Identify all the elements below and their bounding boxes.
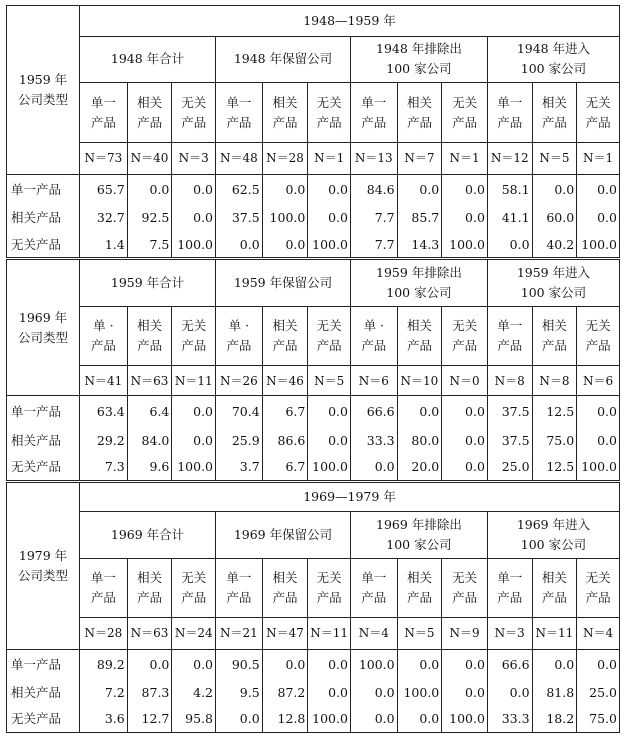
percent-value: 6.7 [262, 454, 308, 482]
percent-value: 0.0 [127, 174, 172, 205]
percent-value: 0.0 [172, 396, 216, 428]
category-header: 相关 产品 [127, 83, 172, 143]
table-row [7, 83, 620, 143]
percent-value: 100.0 [308, 454, 351, 482]
category-header: 相关 产品 [532, 558, 577, 617]
percent-value: 7.3 [80, 454, 128, 482]
percent-value: 37.5 [487, 396, 532, 428]
period-header: 1969—1979 年 [80, 481, 620, 512]
percent-value: 0.0 [487, 231, 532, 259]
percent-value: 0.0 [172, 205, 216, 231]
percent-value: 100.0 [397, 680, 442, 706]
percent-value: 14.3 [397, 231, 442, 259]
percent-value: 0.0 [442, 205, 488, 231]
table-row [7, 617, 620, 649]
percent-value: 12.5 [532, 454, 577, 482]
percent-value: 41.1 [487, 205, 532, 231]
percent-value: 0.0 [172, 649, 216, 680]
group-header: 1969 年合计 [80, 512, 216, 558]
sample-count: N＝10 [397, 365, 442, 396]
percent-value: 100.0 [577, 454, 620, 482]
percent-value: 9.5 [216, 680, 263, 706]
category-header: 单 · 产品 [80, 306, 128, 365]
table-row [7, 306, 620, 365]
percent-value: 87.2 [262, 680, 308, 706]
percent-value: 6.4 [127, 396, 172, 428]
sample-count: N＝46 [262, 365, 308, 396]
percent-value: 89.2 [80, 649, 128, 680]
percent-value: 0.0 [442, 428, 488, 454]
table-row [7, 649, 620, 680]
row-label: 单一产品 [7, 649, 80, 680]
category-header: 无关 产品 [172, 306, 216, 365]
sample-count: N＝13 [350, 143, 397, 175]
sample-count: N＝11 [532, 617, 577, 649]
percent-value: 86.6 [262, 428, 308, 454]
percent-value: 0.0 [262, 174, 308, 205]
table-row [7, 706, 620, 733]
category-header: 无关 产品 [442, 558, 488, 617]
sample-count: N＝3 [487, 617, 532, 649]
table-row [7, 205, 620, 231]
category-header: 单一 产品 [487, 306, 532, 365]
percent-value: 37.5 [487, 428, 532, 454]
percent-value: 100.0 [172, 231, 216, 259]
percent-value: 81.8 [532, 680, 577, 706]
group-header: 1969 年进入 100 家公司 [487, 512, 619, 558]
sample-count: N＝8 [487, 365, 532, 396]
company-type-label: 1969 年 公司类型 [7, 259, 80, 396]
group-header: 1948 年合计 [80, 36, 216, 82]
category-header: 单一 产品 [350, 558, 397, 617]
percent-value: 29.2 [80, 428, 128, 454]
percent-value: 100.0 [442, 706, 488, 733]
percent-value: 0.0 [172, 428, 216, 454]
sample-count: N＝5 [308, 365, 351, 396]
percent-value: 100.0 [308, 231, 351, 259]
category-header: 相关 产品 [532, 83, 577, 143]
percent-value: 7.7 [350, 205, 397, 231]
percent-value: 100.0 [308, 706, 351, 733]
sample-count: N＝40 [127, 143, 172, 175]
percent-value: 87.3 [127, 680, 172, 706]
category-header: 无关 产品 [308, 306, 351, 365]
category-header: 相关 产品 [262, 306, 308, 365]
category-header: 相关 产品 [532, 306, 577, 365]
sample-count: N＝26 [216, 365, 263, 396]
percent-value: 0.0 [577, 396, 620, 428]
percent-value: 0.0 [442, 396, 488, 428]
percent-value: 0.0 [577, 174, 620, 205]
percent-value: 12.5 [532, 396, 577, 428]
row-label: 无关产品 [7, 706, 80, 733]
percent-value: 0.0 [350, 454, 397, 482]
percent-value: 25.0 [487, 454, 532, 482]
sample-count: N＝11 [172, 365, 216, 396]
percent-value: 100.0 [442, 231, 488, 259]
percent-value: 0.0 [308, 174, 351, 205]
row-label: 单一产品 [7, 174, 80, 205]
table-row [7, 512, 620, 558]
percent-value: 62.5 [216, 174, 263, 205]
period-header: 1948—1959 年 [80, 6, 620, 37]
category-header: 单 · 产品 [350, 306, 397, 365]
sample-count: N＝1 [577, 143, 620, 175]
row-label: 相关产品 [7, 680, 80, 706]
category-header: 单一 产品 [216, 83, 263, 143]
category-header: 无关 产品 [577, 83, 620, 143]
group-header: 1948 年进入 100 家公司 [487, 36, 619, 82]
percent-value: 0.0 [577, 428, 620, 454]
row-label: 无关产品 [7, 454, 80, 482]
category-header: 单一 产品 [216, 558, 263, 617]
sample-count: N＝73 [80, 143, 128, 175]
row-label: 相关产品 [7, 428, 80, 454]
percent-value: 66.6 [350, 396, 397, 428]
category-header: 相关 产品 [397, 306, 442, 365]
sample-count: N＝5 [397, 617, 442, 649]
sample-count: N＝6 [577, 365, 620, 396]
table-row [7, 143, 620, 175]
diversification-table [6, 5, 620, 733]
percent-value: 20.0 [397, 454, 442, 482]
percent-value: 0.0 [397, 649, 442, 680]
sample-count: N＝21 [216, 617, 263, 649]
group-header: 1959 年排除出 100 家公司 [350, 259, 487, 307]
percent-value: 66.6 [487, 649, 532, 680]
percent-value: 7.5 [127, 231, 172, 259]
percent-value: 0.0 [308, 205, 351, 231]
percent-value: 70.4 [216, 396, 263, 428]
sample-count: N＝3 [172, 143, 216, 175]
sample-count: N＝12 [487, 143, 532, 175]
percent-value: 80.0 [397, 428, 442, 454]
percent-value: 63.4 [80, 396, 128, 428]
percent-value: 75.0 [577, 706, 620, 733]
percent-value: 0.0 [216, 231, 263, 259]
category-header: 单一 产品 [487, 558, 532, 617]
percent-value: 0.0 [532, 649, 577, 680]
percent-value: 32.7 [80, 205, 128, 231]
sample-count: N＝28 [80, 617, 128, 649]
sample-count: N＝24 [172, 617, 216, 649]
percent-value: 90.5 [216, 649, 263, 680]
percent-value: 6.7 [262, 396, 308, 428]
percent-value: 0.0 [216, 706, 263, 733]
category-header: 无关 产品 [442, 306, 488, 365]
company-type-label: 1979 年 公司类型 [7, 481, 80, 649]
category-header: 无关 产品 [577, 306, 620, 365]
percent-value: 9.6 [127, 454, 172, 482]
category-header: 单一 产品 [80, 83, 128, 143]
percent-value: 84.0 [127, 428, 172, 454]
category-header: 单一 产品 [350, 83, 397, 143]
sample-count: N＝8 [532, 365, 577, 396]
table-row [7, 428, 620, 454]
percent-value: 4.2 [172, 680, 216, 706]
category-header: 无关 产品 [172, 558, 216, 617]
category-header: 单 · 产品 [216, 306, 263, 365]
table-row [7, 259, 620, 307]
percent-value: 0.0 [172, 174, 216, 205]
percent-value: 0.0 [532, 174, 577, 205]
sample-count: N＝41 [80, 365, 128, 396]
category-header: 相关 产品 [397, 558, 442, 617]
percent-value: 0.0 [308, 680, 351, 706]
sample-count: N＝11 [308, 617, 351, 649]
category-header: 单一 产品 [487, 83, 532, 143]
percent-value: 0.0 [577, 205, 620, 231]
percent-value: 85.7 [397, 205, 442, 231]
sample-count: N＝47 [262, 617, 308, 649]
percent-value: 0.0 [397, 396, 442, 428]
category-header: 单一 产品 [80, 558, 128, 617]
sample-count: N＝6 [350, 365, 397, 396]
table-row [7, 231, 620, 259]
percent-value: 3.6 [80, 706, 128, 733]
percent-value: 100.0 [350, 649, 397, 680]
row-label: 单一产品 [7, 396, 80, 428]
category-header: 相关 产品 [127, 306, 172, 365]
sample-count: N＝48 [216, 143, 263, 175]
sample-count: N＝1 [442, 143, 488, 175]
row-label: 无关产品 [7, 231, 80, 259]
percent-value: 95.8 [172, 706, 216, 733]
percent-value: 0.0 [350, 680, 397, 706]
table-row [7, 365, 620, 396]
group-header: 1969 年保留公司 [216, 512, 351, 558]
company-type-label: 1959 年 公司类型 [7, 6, 80, 175]
percent-value: 0.0 [442, 174, 488, 205]
table-row [7, 396, 620, 428]
percent-value: 75.0 [532, 428, 577, 454]
percent-value: 25.0 [577, 680, 620, 706]
percent-value: 0.0 [350, 706, 397, 733]
percent-value: 0.0 [262, 231, 308, 259]
percent-value: 33.3 [350, 428, 397, 454]
sample-count: N＝63 [127, 617, 172, 649]
percent-value: 0.0 [442, 454, 488, 482]
category-header: 无关 产品 [577, 558, 620, 617]
percent-value: 0.0 [397, 174, 442, 205]
category-header: 相关 产品 [262, 558, 308, 617]
percent-value: 84.6 [350, 174, 397, 205]
percent-value: 33.3 [487, 706, 532, 733]
percent-value: 0.0 [442, 649, 488, 680]
percent-value: 65.7 [80, 174, 128, 205]
percent-value: 3.7 [216, 454, 263, 482]
group-header: 1959 年保留公司 [216, 259, 351, 307]
table-row [7, 36, 620, 82]
table-row [7, 481, 620, 512]
percent-value: 0.0 [308, 649, 351, 680]
group-header: 1969 年排除出 100 家公司 [350, 512, 487, 558]
percent-value: 0.0 [397, 706, 442, 733]
category-header: 相关 产品 [397, 83, 442, 143]
percent-value: 37.5 [216, 205, 263, 231]
table-row [7, 6, 620, 37]
category-header: 无关 产品 [442, 83, 488, 143]
table-row [7, 680, 620, 706]
percent-value: 0.0 [308, 428, 351, 454]
sample-count: N＝0 [442, 365, 488, 396]
category-header: 无关 产品 [308, 83, 351, 143]
percent-value: 60.0 [532, 205, 577, 231]
percent-value: 0.0 [442, 680, 488, 706]
percent-value: 1.4 [80, 231, 128, 259]
percent-value: 0.0 [262, 649, 308, 680]
category-header: 无关 产品 [308, 558, 351, 617]
group-header: 1959 年合计 [80, 259, 216, 307]
sample-count: N＝1 [308, 143, 351, 175]
group-header: 1948 年保留公司 [216, 36, 351, 82]
percent-value: 92.5 [127, 205, 172, 231]
sample-count: N＝5 [532, 143, 577, 175]
table-row [7, 558, 620, 617]
percent-value: 0.0 [308, 396, 351, 428]
percent-value: 0.0 [487, 680, 532, 706]
sample-count: N＝28 [262, 143, 308, 175]
row-label: 相关产品 [7, 205, 80, 231]
percent-value: 58.1 [487, 174, 532, 205]
percent-value: 7.7 [350, 231, 397, 259]
sample-count: N＝7 [397, 143, 442, 175]
group-header: 1959 年进入 100 家公司 [487, 259, 619, 307]
percent-value: 12.7 [127, 706, 172, 733]
category-header: 无关 产品 [172, 83, 216, 143]
group-header: 1948 年排除出 100 家公司 [350, 36, 487, 82]
category-header: 相关 产品 [127, 558, 172, 617]
percent-value: 100.0 [172, 454, 216, 482]
sample-count: N＝63 [127, 365, 172, 396]
sample-count: N＝4 [350, 617, 397, 649]
percent-value: 0.0 [577, 649, 620, 680]
percent-value: 100.0 [262, 205, 308, 231]
category-header: 相关 产品 [262, 83, 308, 143]
sample-count: N＝4 [577, 617, 620, 649]
table-row [7, 454, 620, 482]
percent-value: 12.8 [262, 706, 308, 733]
percent-value: 25.9 [216, 428, 263, 454]
percent-value: 0.0 [127, 649, 172, 680]
percent-value: 100.0 [577, 231, 620, 259]
percent-value: 18.2 [532, 706, 577, 733]
percent-value: 7.2 [80, 680, 128, 706]
table-row [7, 174, 620, 205]
sample-count: N＝9 [442, 617, 488, 649]
percent-value: 40.2 [532, 231, 577, 259]
